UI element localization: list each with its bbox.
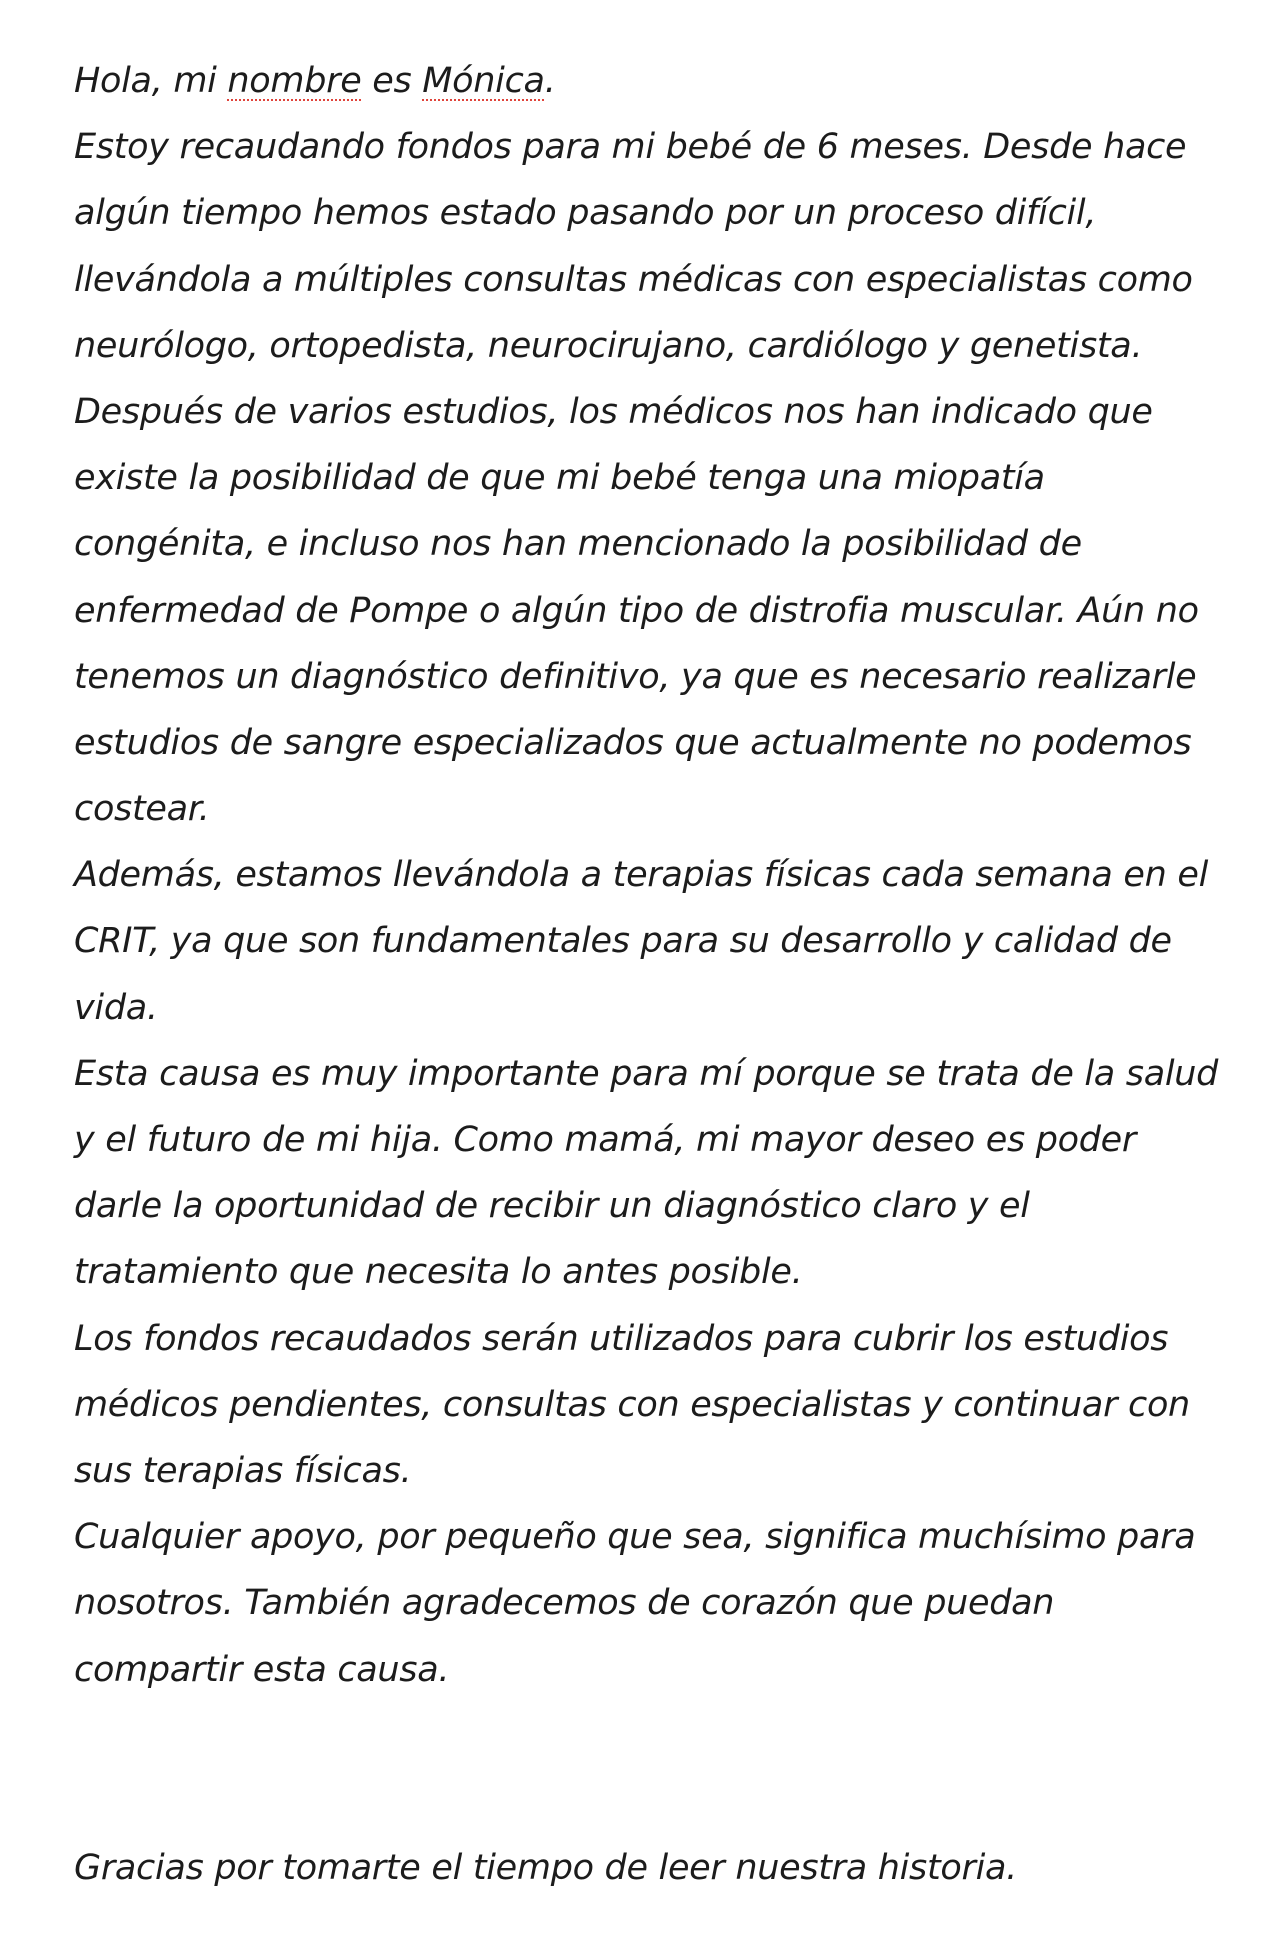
empty-line (74, 1703, 1224, 1769)
closing-line: Gracias por tomarte el tiempo de leer nuestra historia. (74, 1848, 1018, 1889)
text-line: estudios de sangre especializados que actualmente no podemos (74, 722, 1192, 763)
spellcheck-word-nombre[interactable]: nombre (227, 61, 362, 101)
story-text[interactable] (74, 48, 1224, 1901)
text-line: enfermedad de Pompe o algún tipo de distrofia muscular. Aún no (74, 590, 1199, 631)
text-line: Cualquier apoyo, por pequeño que sea, significa muchísimo para (74, 1517, 1196, 1558)
text-line: tratamiento que necesita lo antes posible. (74, 1252, 803, 1293)
text-line: vida. (74, 987, 158, 1028)
text-line: sus terapias físicas. (74, 1450, 412, 1491)
text-line: compartir esta causa. (74, 1649, 450, 1690)
empty-line (74, 1769, 1224, 1835)
greeting-post: . (544, 61, 556, 101)
greeting-mid: es (361, 61, 423, 101)
text-line: Esta causa es muy importante para mí porque se trata de la salud (74, 1053, 1219, 1094)
text-line: nosotros. También agradecemos de corazón que puedan (74, 1583, 1055, 1624)
greeting-pre: Hola, mi (74, 61, 228, 101)
text-line: neurólogo, ortopedista, neurocirujano, cardiólogo y genetista. (74, 325, 1143, 366)
text-line: algún tiempo hemos estado pasando por un proceso difícil, (74, 193, 1097, 234)
text-line: Los fondos recaudados serán utilizados para cubrir los estudios (74, 1318, 1169, 1359)
greeting-line (74, 48, 1224, 114)
spellcheck-word-monica[interactable]: Mónica (422, 61, 545, 101)
text-line: CRIT, ya que son fundamentales para su desarrollo y calidad de (74, 921, 1172, 962)
text-line: existe la posibilidad de que mi bebé tenga una miopatía (74, 458, 1045, 499)
text-line: darle la oportunidad de recibir un diagnóstico claro y el (74, 1186, 1030, 1227)
text-line: tenemos un diagnóstico definitivo, ya que es necesario realizarle (74, 656, 1197, 697)
text-line: congénita, e incluso nos han mencionado la posibilidad de (74, 524, 1082, 565)
text-line: y el futuro de mi hija. Como mamá, mi mayor deseo es poder (74, 1120, 1136, 1160)
text-line: médicos pendientes, consultas con especialistas y continuar con (74, 1384, 1190, 1425)
text-line: costear. (74, 789, 210, 830)
text-line: Estoy recaudando fondos para mi bebé de 6 meses. Desde hace (74, 127, 1187, 168)
text-line: Después de varios estudios, los médicos nos han indicado que (74, 391, 1153, 432)
text-line: Además, estamos llevándola a terapias físicas cada semana en el (74, 855, 1208, 896)
text-line: llevándola a múltiples consultas médicas con especialistas como (74, 259, 1193, 300)
